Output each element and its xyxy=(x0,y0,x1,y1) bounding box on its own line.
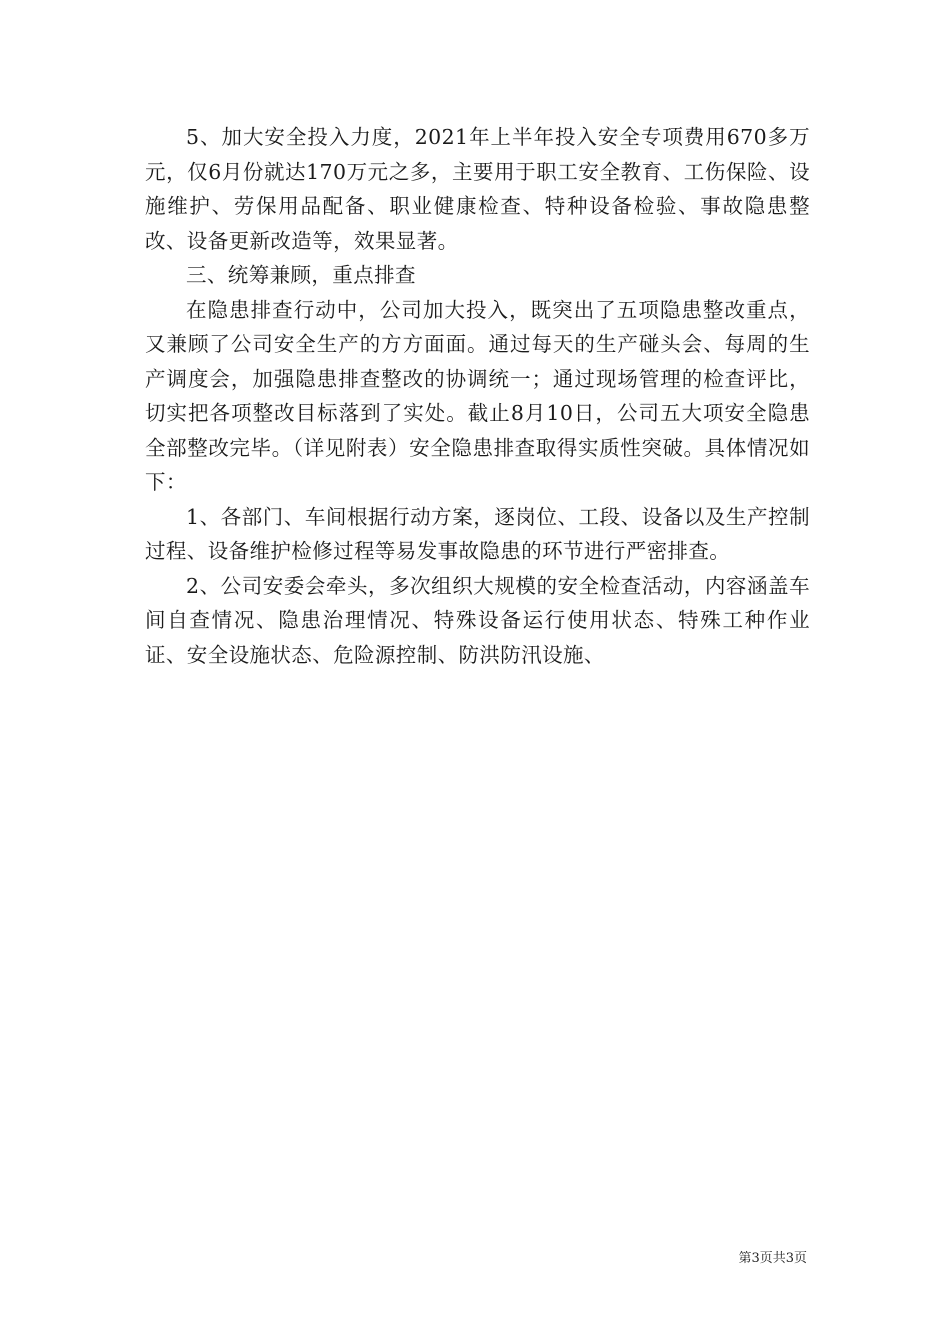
document-body xyxy=(145,120,810,672)
paragraph-overview: 在隐患排查行动中，公司加大投入，既突出了五项隐患整改重点，又兼顾了公司安全生产的方方面面。通过每天的生产碰头会、每周的生产调度会，加强隐患排查整改的协调统一；通过现场管理的检查评比，切实把各项整改目标落到了实处。截止8月10日，公司五大项安全隐患全部整改完毕。（详见附表）安全隐患排查取得实质性突破。具体情况如下： xyxy=(145,297,810,494)
page-number: 第3页共3页 xyxy=(738,1251,807,1266)
paragraph-item-1: 1、各部门、车间根据行动方案，逐岗位、工段、设备以及生产控制过程、设备维护检修过程等易发事故隐患的环节进行严密排查。 xyxy=(145,504,810,563)
section-heading: 三、统筹兼顾，重点排查 xyxy=(186,263,416,287)
paragraph-investment: 5、加大安全投入力度，2021年上半年投入安全专项费用670多万元，仅6月份就达170万元之多，主要用于职工安全教育、工伤保险、设施维护、劳保用品配备、职业健康检查、特种设备检验、事故隐患整改、设备更新改造等，效果显著。 xyxy=(145,125,810,253)
paragraph-item-2: 2、公司安委会牵头，多次组织大规模的安全检查活动，内容涵盖车间自查情况、隐患治理情况、特殊设备运行使用状态、特殊工种作业证、安全设施状态、危险源控制、防洪防汛设施、 xyxy=(145,573,810,667)
